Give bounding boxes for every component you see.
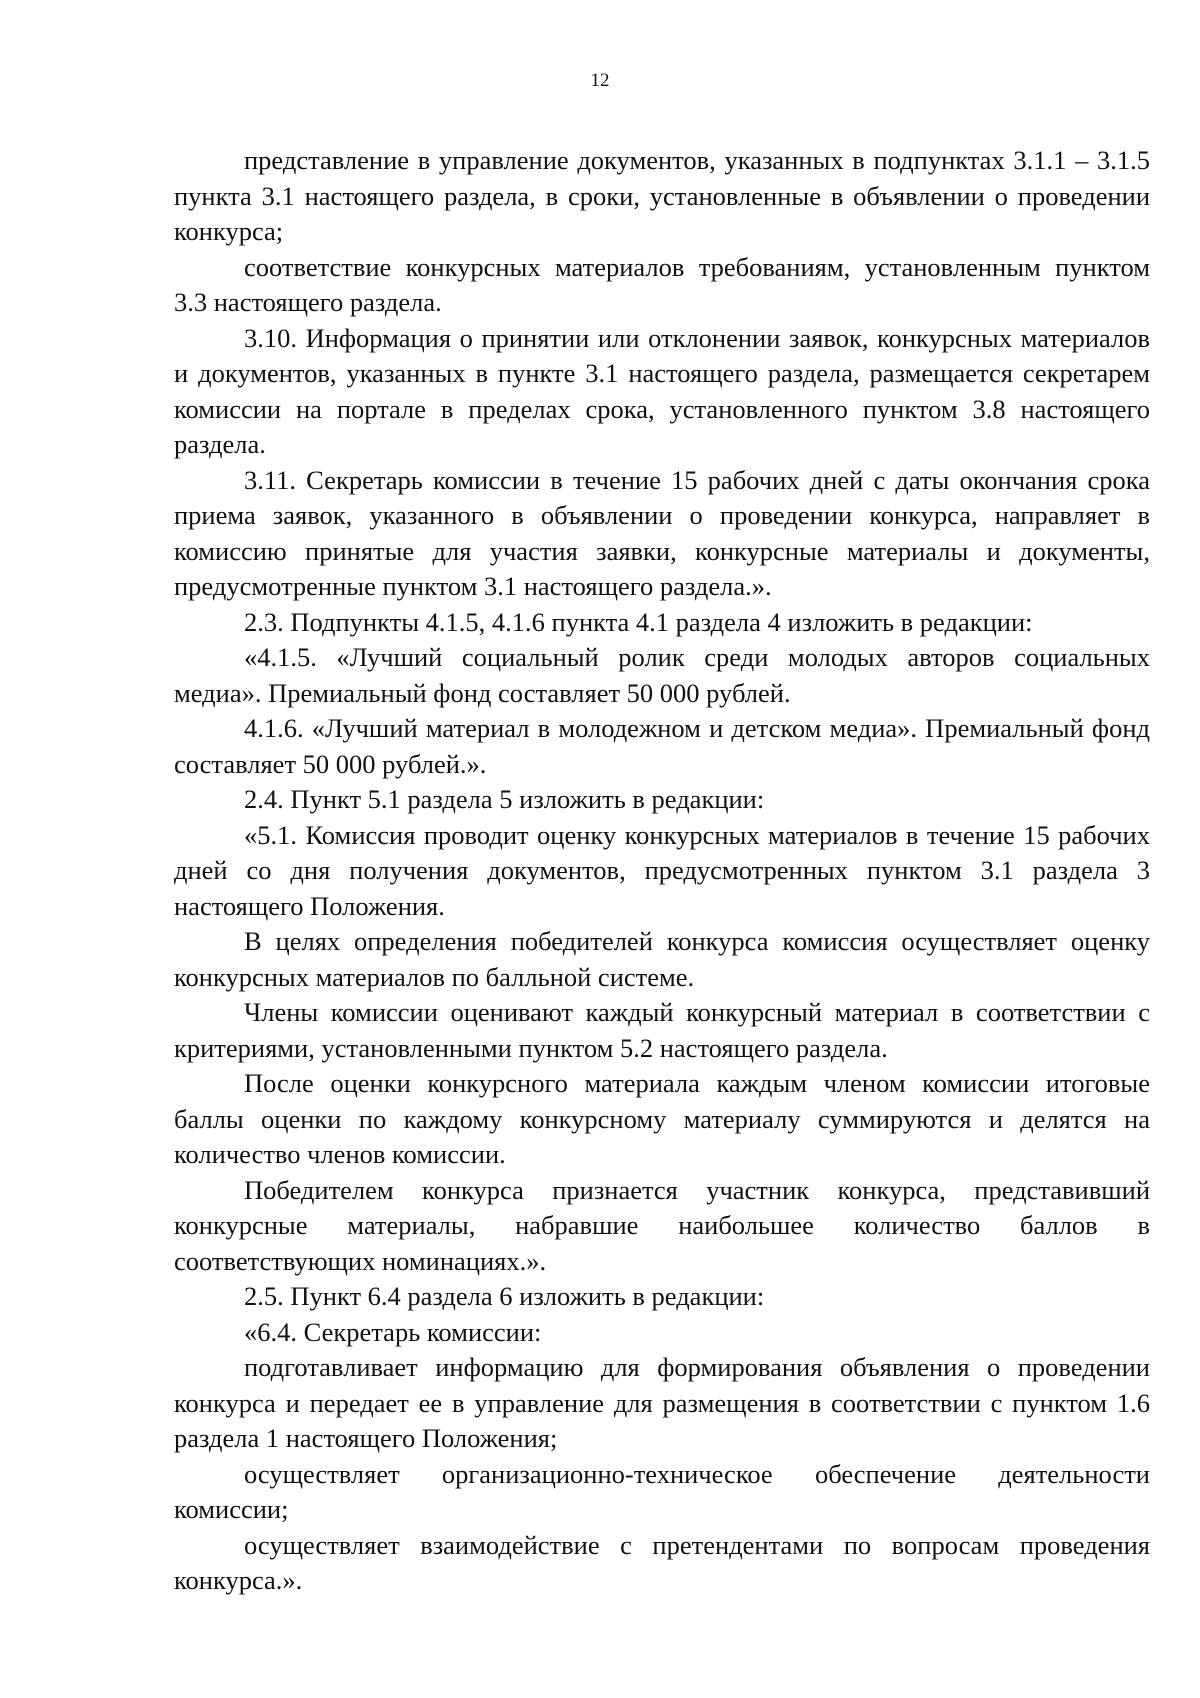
paragraph: представление в управление документов, указанных в подпунктах 3.1.1 – 3.1.5 пункта 3.1 настоящего раздела, в сроки, установленные в объявлении о проведении конкурса; — [174, 145, 1150, 246]
paragraph: «6.4. Секретарь комиссии: — [244, 1316, 542, 1347]
paragraph: После оценки конкурсного материала каждым членом комиссии итоговые баллы оценки по каждому конкурсному материалу суммируются и делятся на количество членов комиссии. — [174, 1068, 1150, 1169]
paragraph: В целях определения победителей конкурса комиссия осуществляет оценку конкурсных материалов по балльной системе. — [174, 926, 1150, 992]
paragraph: соответствие конкурсных материалов требованиям, установленным пунктом 3.3 настоящего раздела. — [174, 251, 1150, 317]
paragraph: 4.1.6. «Лучший материал в молодежном и детском медиа». Премиальный фонд составляет 50 000 рублей.». — [174, 713, 1150, 779]
paragraph: «4.1.5. «Лучший социальный ролик среди молодых авторов социальных медиа». Премиальный фонд составляет 50 000 рублей. — [174, 642, 1150, 708]
paragraph: осуществляет взаимодействие с претендентами по вопросам проведения конкурса.». — [174, 1529, 1150, 1595]
paragraph: «5.1. Комиссия проводит оценку конкурсных материалов в течение 15 рабочих дней со дня получения документов, предусмотренных пунктом 3.1 раздела 3 настоящего Положения. — [174, 819, 1150, 921]
paragraph: 2.5. Пункт 6.4 раздела 6 изложить в редакции: — [244, 1281, 765, 1311]
page-number: 12 — [590, 70, 610, 91]
paragraph: 3.11. Секретарь комиссии в течение 15 рабочих дней с даты окончания срока приема заявок, указанного в объявлении о проведении конкурса, направляет в комиссию принятые для участия заявки, конкурсные материалы и документы, предусмотренные пунктом 3.1 настоящего раздела.». — [174, 464, 1150, 601]
paragraph: 2.4. Пункт 5.1 раздела 5 изложить в редакции: — [244, 784, 765, 814]
paragraph: 3.10. Информация о принятии или отклонении заявок, конкурсных материалов и документов, указанных в пункте 3.1 настоящего раздела, размещается секретарем комиссии на портале в пределах срока, установленного пунктом 3.8 настоящего раздела. — [174, 322, 1150, 459]
paragraph: подготавливает информацию для формирования объявления о проведении конкурса и передает ее в управление для размещения в соответствии с пунктом 1.6 раздела 1 настоящего Положения; — [174, 1352, 1150, 1453]
paragraph: Победителем конкурса признается участник конкурса, представивший конкурсные материалы, набравшие наибольшее количество баллов в соответствующих номинациях.». — [174, 1174, 1150, 1276]
paragraph: осуществляет организационно-техническое обеспечение деятельности комиссии; — [174, 1458, 1150, 1524]
paragraph: 2.3. Подпункты 4.1.5, 4.1.6 пункта 4.1 раздела 4 изложить в редакции: — [244, 606, 1033, 637]
document-body — [174, 143, 1150, 1599]
paragraph: Члены комиссии оценивают каждый конкурсный материал в соответствии с критериями, установленными пунктом 5.2 настоящего раздела. — [174, 997, 1150, 1063]
